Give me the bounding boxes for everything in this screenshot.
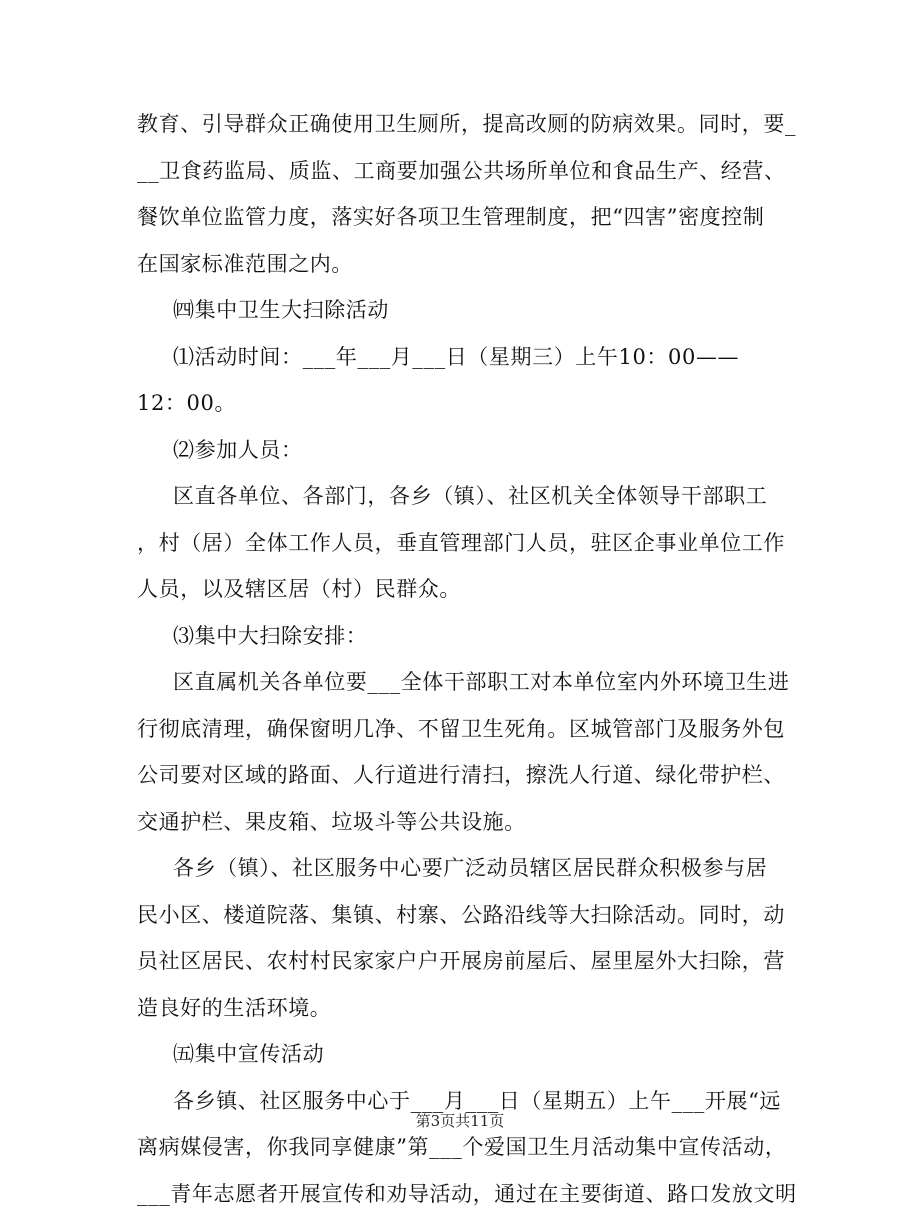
text-line: 行彻底清理，确保窗明几净、不留卫生死角。区城管部门及服务外包 (137, 706, 787, 753)
text-line: 人员，以及辖区居（村）民群众。 (137, 566, 787, 613)
text-line: ⑶集中大扫除安排： (137, 613, 787, 660)
text-line: 区直属机关各单位要___全体干部职工对本单位室内外环境卫生进 (137, 659, 787, 706)
page-footer: 第3页共11页 (0, 1110, 920, 1131)
text-line: ___青年志愿者开展宣传和劝导活动，通过在主要街道、路口发放文明 (137, 1171, 787, 1217)
text-line: 各乡（镇）、社区服务中心要广泛动员辖区居民群众积极参与居 (137, 845, 787, 892)
text-line: 区直各单位、各部门，各乡（镇）、社区机关全体领导干部职工 (137, 473, 787, 520)
text-line: ⑵参加人员： (137, 427, 787, 474)
text-line: ⑴活动时间：___年___月___日（星期三）上午10：00—— (137, 334, 787, 381)
text-line: 餐饮单位监管力度，落实好各项卫生管理制度，把“四害”密度控制 (137, 194, 787, 241)
text-line: ，村（居）全体工作人员，垂直管理部门人员，驻区企事业单位工作 (137, 520, 787, 567)
text-line: 各乡镇、社区服务中心于___月___日（星期五）上午___开展“远 (137, 1078, 787, 1125)
text-line: 教育、引导群众正确使用卫生厕所，提高改厕的防病效果。同时，要_ (137, 101, 787, 148)
text-line: 造良好的生活环境。 (137, 985, 787, 1032)
text-line: 公司要对区域的路面、人行道进行清扫，擦洗人行道、绿化带护栏、 (137, 752, 787, 799)
text-line: 交通护栏、果皮箱、垃圾斗等公共设施。 (137, 799, 787, 846)
document-body (137, 101, 787, 1217)
text-line: __卫食药监局、质监、工商要加强公共场所单位和食品生产、经营、 (137, 148, 787, 195)
text-line: 在国家标准范围之内。 (137, 241, 787, 288)
text-line: 12：00。 (137, 380, 787, 427)
text-line: 民小区、楼道院落、集镇、村寨、公路沿线等大扫除活动。同时，动 (137, 892, 787, 939)
text-line: 员社区居民、农村村民家家户户开展房前屋后、屋里屋外大扫除，营 (137, 938, 787, 985)
text-line: ㈣集中卫生大扫除活动 (137, 287, 787, 334)
text-line: ㈤集中宣传活动 (137, 1031, 787, 1078)
text-line: 离病媒侵害，你我同享健康”第___个爱国卫生月活动集中宣传活动， (137, 1124, 787, 1171)
